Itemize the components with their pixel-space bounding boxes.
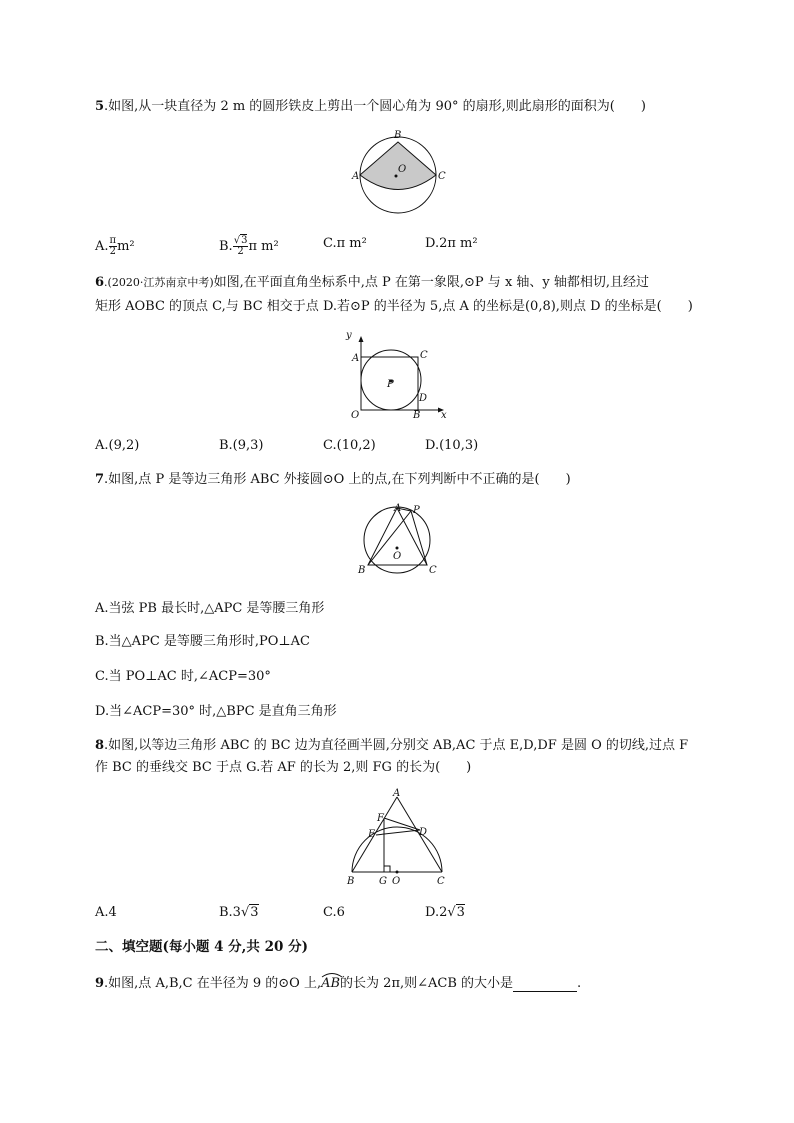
q8-option-b: B.3√3	[219, 905, 259, 920]
q8-tangent-df	[384, 818, 420, 830]
q8-label-c: C	[437, 876, 445, 887]
q6-source: .(2020·江苏南京中考)	[104, 276, 214, 289]
q7-option-c: C.当 PO⊥AC 时,∠ACP=30°	[95, 669, 271, 684]
q7-label-p: P	[413, 505, 420, 516]
q5-label-a: A	[352, 171, 360, 182]
q8-option-d: D.2√3	[425, 905, 465, 920]
q5-label-b: B	[394, 130, 402, 141]
q6-label-o: O	[351, 410, 360, 421]
q9-text-b: 的长为 2π,则∠ACB 的大小是	[340, 976, 514, 991]
q8-option-c: C.6	[323, 905, 345, 920]
q6-stem-line2: 矩形 AOBC 的顶点 C,与 BC 相交于点 D.若⊙P 的半径为 5,点 A 的坐标是(0,8),则点 D 的坐标是( )	[95, 299, 693, 314]
q9-number: 9	[95, 976, 105, 991]
q9-text-a: .如图,点 A,B,C 在半径为 9 的⊙O 上,	[104, 976, 322, 991]
q8-label-d: D	[419, 827, 428, 838]
q5-option-c: C.π m²	[323, 236, 367, 251]
q9-stem: 9.如图,点 A,B,C 在半径为 9 的⊙O 上, AB的长为 2π,则∠ACB 的大小是 .	[95, 976, 581, 992]
q5-option-b: B. $\frac{√3}{2}$ π m²	[219, 235, 279, 257]
q8-right-angle-mark	[384, 866, 390, 872]
q6-label-b: B	[413, 410, 421, 421]
q7-option-b: B.当△APC 是等腰三角形时,PO⊥AC	[95, 634, 310, 649]
q5-option-a: A. $\frac{\pi}{2}$ m²	[95, 235, 135, 257]
q7-label-b: B	[358, 565, 366, 576]
q6-label-d: D	[419, 393, 428, 404]
q8-label-e: E	[368, 829, 376, 840]
q7-option-d: D.当∠ACP=30° 时,△BPC 是直角三角形	[95, 704, 337, 719]
q8-label-o: O	[392, 876, 401, 887]
q5-number: 5	[95, 99, 105, 114]
q5-option-b-fraction: $\frac{√3}{2}$	[233, 235, 248, 257]
q7-text: .如图,点 P 是等边三角形 ABC 外接圆⊙O 上的点,在下列判断中不正确的是( )	[104, 472, 571, 487]
q8-center-dot	[396, 871, 399, 874]
q6-option-c: C.(10,2)	[323, 438, 376, 453]
q6-line1: 如图,在平面直角坐标系中,点 P 在第一象限,⊙P 与 x 轴、y 轴都相切,且经过	[213, 275, 650, 290]
q9-answer-blank[interactable]	[513, 979, 577, 992]
q6-label-p: P	[387, 379, 394, 390]
q8-label-b: B	[347, 876, 355, 887]
q8-stem-line2: 作 BC 的垂线交 BC 于点 G.若 AF 的长为 2,则 FG 的长为( )	[95, 760, 472, 775]
q8-number: 8	[95, 738, 105, 753]
q6-option-d: D.(10,3)	[425, 438, 479, 453]
q7-label-o: O	[393, 551, 402, 562]
q6-number: 6	[95, 275, 105, 290]
q5-label-c: C	[438, 171, 446, 182]
q7-label-c: C	[429, 565, 437, 576]
q7-option-a: A.当弦 PB 最长时,△APC 是等腰三角形	[95, 601, 325, 616]
q5-option-a-fraction: $\frac{\pi}{2}$	[109, 235, 117, 257]
q5-label-o: O	[398, 164, 407, 175]
q8-option-a: A.4	[95, 905, 117, 920]
q8-label-g: G	[379, 876, 387, 887]
q6-label-x: x	[441, 410, 447, 421]
q5-option-d: D.2π m²	[425, 236, 478, 251]
q6-option-a: A.(9,2)	[95, 438, 140, 453]
section-title: 二、填空题(每小题 4 分,共 20 分)	[95, 939, 308, 955]
q6-label-a: A	[352, 353, 360, 364]
q9-arc-ab: AB	[321, 976, 340, 992]
q6-label-y: y	[346, 330, 352, 341]
q8-line-ed	[376, 830, 420, 835]
q6-label-c: C	[420, 350, 428, 361]
q7-number: 7	[95, 472, 105, 487]
q8-label-f: F	[377, 813, 384, 824]
q8-line1: .如图,以等边三角形 ABC 的 BC 边为直径画半圆,分别交 AB,AC 于点 E,D,DF 是圆 O 的切线,过点 F	[104, 738, 689, 753]
q5-text: .如图,从一块直径为 2 m 的圆形铁皮上剪出一个圆心角为 90° 的扇形,则此扇形的面积为( )	[104, 99, 646, 114]
q6-option-b: B.(9,3)	[219, 438, 264, 453]
q7-label-a: A	[394, 503, 402, 514]
q8-label-a: A	[393, 788, 401, 799]
